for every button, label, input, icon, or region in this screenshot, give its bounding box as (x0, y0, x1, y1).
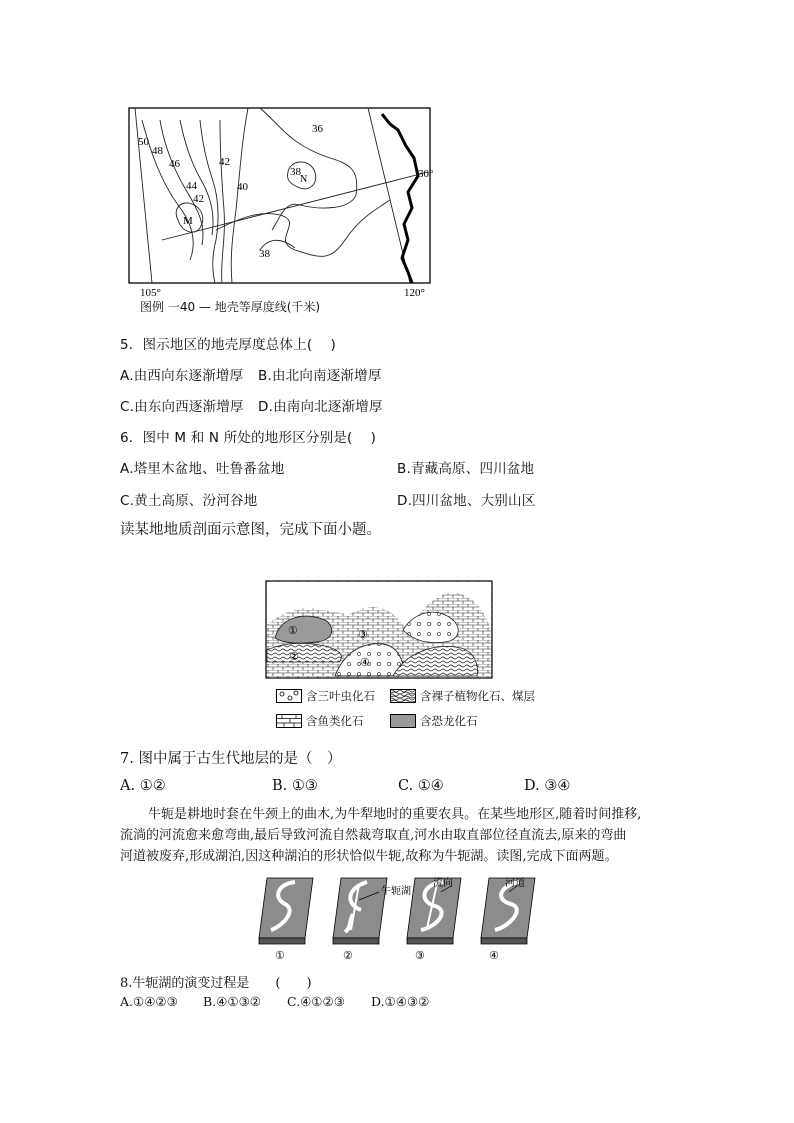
legend-swatch-gymnosperm (390, 689, 416, 703)
q8-stem: 8.牛轭湖的演变过程是 ( ) (120, 976, 312, 991)
panel-label-2: ② (343, 950, 353, 962)
legend-swatch-dinosaur (390, 714, 416, 728)
lon-120-label: 120° (404, 287, 425, 299)
contour-label-36: 36 (312, 123, 323, 135)
q7-option-d: D. ③④ (524, 778, 571, 794)
q5-option-b: B.由北向南逐渐增厚 (258, 368, 382, 384)
panel-label-4: ④ (489, 950, 499, 962)
legend-trilobite: 含三叶虫化石 (306, 689, 375, 703)
contour-label-40: 40 (237, 181, 248, 193)
q8-option-d: D.①④③② (371, 994, 430, 1009)
layer-label-2: ② (289, 651, 299, 663)
q5-stem: 5．图示地区的地壳厚度总体上( ) (120, 337, 337, 353)
legend-swatch-fish (276, 714, 302, 728)
contour-36 (260, 108, 357, 230)
q8-option-a: A.①④②③ (120, 994, 178, 1009)
contour-label-50: 50 (138, 136, 149, 148)
meridian-105 (135, 108, 152, 283)
panel-label-1: ① (275, 950, 285, 962)
q5-option-a: A.由西向东逐渐增厚 (120, 368, 244, 384)
legend-fish: 含鱼类化石 (306, 714, 364, 728)
legend-dinosaur: 含恐龙化石 (420, 714, 478, 728)
legend-swatch-trilobite (276, 689, 302, 703)
map-legend: 图例 一40 — 地壳等厚度线(千米) (140, 300, 321, 314)
contour-label-42-b: 42 (219, 156, 230, 168)
passage-line-3: 河道被废弃,形成湖泊,因这种湖泊的形状恰似牛轭,故称为牛轭湖。读图,完成下面两题。 (120, 849, 618, 864)
coastline (382, 114, 418, 283)
layer-label-4: ④ (360, 657, 370, 669)
contour-label-46: 46 (169, 158, 180, 170)
q6-option-d: D.四川盆地、大别山区 (397, 493, 536, 509)
point-n-label: N (300, 174, 308, 185)
passage-line-2: 流淌的河流愈来愈弯曲,最后导致河流自然裁弯取直,河水由取直部位径直流去,原来的弯曲 (120, 828, 627, 843)
q6-stem: 6．图中 M 和 N 所处的地形区分别是( ) (120, 430, 377, 446)
layer-label-1: ① (288, 625, 298, 637)
contour-label-44: 44 (186, 180, 197, 192)
panel-label-3: ③ (415, 950, 425, 962)
q7-option-b: B. ①③ (272, 778, 318, 794)
oxbow-lake-label: 牛轭湖 (381, 886, 411, 897)
q8-option-b: B.④①③② (203, 994, 261, 1009)
layer-label-3: ③ (358, 629, 368, 641)
contour-label-38-s: 38 (259, 248, 270, 260)
contour-label-38-n: 38 (290, 166, 301, 178)
contour-42-a (220, 120, 224, 283)
lat-30-label: 30° (418, 168, 434, 180)
q6-option-c: C.黄土高原、汾河谷地 (120, 493, 258, 509)
q6-option-b: B.青藏高原、四川盆地 (397, 461, 535, 477)
passage-line-1: 牛轭是耕地时套在牛颈上的曲木,为牛犁地时的重要农具。在某些地形区,随着时间推移, (148, 807, 642, 822)
lon-105-label: 105° (140, 287, 161, 299)
contour-label-48: 48 (152, 145, 163, 157)
legend-gymnosperm: 含裸子植物化石、煤层 (420, 689, 535, 703)
point-m-label: M (183, 215, 193, 227)
q5-option-d: D.由南向北逐渐增厚 (258, 399, 383, 415)
geologic-section-diagram (265, 580, 495, 680)
contour-40 (231, 108, 248, 283)
section-legend (276, 688, 536, 734)
intro-geologic-section: 读某地地质剖面示意图，完成下面小题。 (120, 522, 381, 538)
q8-option-c: C.④①②③ (287, 994, 345, 1009)
q7-stem: 7. 图中属于古生代地层的是（ ） (120, 751, 342, 767)
q5-option-c: C.由东向西逐渐增厚 (120, 399, 244, 415)
oxbow-lake-diagram (255, 870, 545, 962)
flow-direction-label: 流向 (433, 878, 453, 889)
contour-label-42-a: 42 (193, 193, 204, 205)
crust-thickness-map (120, 100, 440, 305)
contour-38-s (216, 200, 390, 256)
river-channel-label: 河道 (505, 878, 525, 889)
q7-option-c: C. ①④ (398, 778, 444, 794)
q7-option-a: A. ①② (120, 778, 166, 794)
map-frame (129, 108, 430, 283)
q6-option-a: A.塔里木盆地、吐鲁番盆地 (120, 461, 285, 477)
